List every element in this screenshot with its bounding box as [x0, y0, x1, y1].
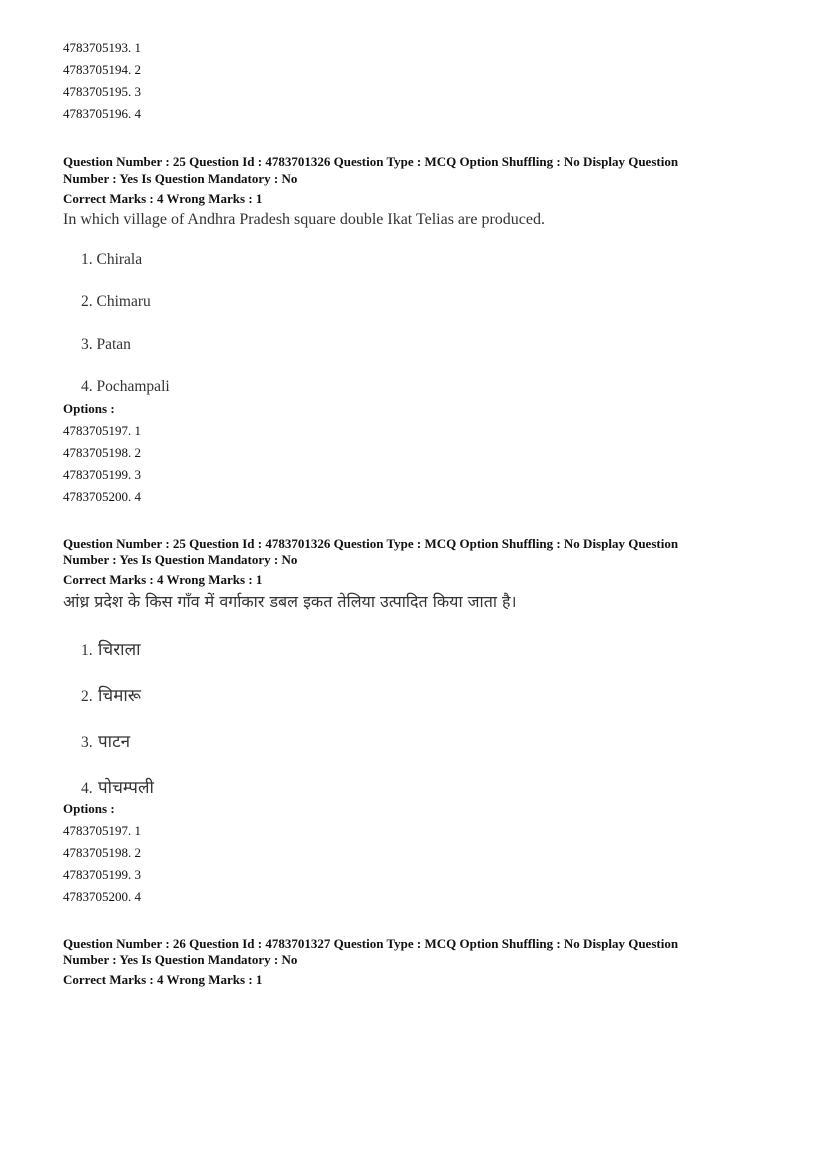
choice-number: 1. [81, 251, 93, 268]
answer-choice [81, 639, 141, 662]
option-line: 4783705198. 2 [63, 845, 141, 860]
question-header: Question Number : 25 Question Id : 4783701326 Question Type : MCQ Option Shuffling : No Display Question [63, 154, 679, 169]
choice-label: Chirala [96, 251, 143, 268]
answer-choice [81, 335, 131, 355]
options-heading: Options : [63, 801, 115, 816]
option-line: 4783705194. 2 [63, 62, 141, 77]
answer-choice [81, 377, 170, 397]
answer-choice [81, 250, 142, 270]
option-line: 4783705193. 1 [63, 40, 141, 55]
answer-choice [81, 685, 141, 708]
question-text: In which village of Andhra Pradesh square double Ikat Telias are produced. [63, 211, 545, 228]
question-header: Question Number : 26 Question Id : 4783701327 Question Type : MCQ Option Shuffling : No Display Question [63, 936, 679, 951]
question-marks: Correct Marks : 4 Wrong Marks : 1 [63, 972, 263, 987]
option-line: 4783705198. 2 [63, 445, 141, 460]
option-line: 4783705200. 4 [63, 889, 141, 904]
option-line: 4783705196. 4 [63, 106, 141, 121]
question-header-cont: Number : Yes Is Question Mandatory : No [63, 552, 298, 567]
question-marks: Correct Marks : 4 Wrong Marks : 1 [63, 191, 263, 206]
choice-number: 3. [81, 734, 93, 751]
choice-number: 2. [81, 688, 93, 705]
question-text: आंध्र प्रदेश के किस गाँव में वर्गाकार डबल इकत तेलिया उत्पादित किया जाता है। [63, 592, 517, 611]
question-header-cont: Number : Yes Is Question Mandatory : No [63, 952, 298, 967]
choice-label: पोचम्पली [98, 778, 154, 798]
answer-choice [81, 731, 130, 754]
choice-number: 4. [81, 780, 93, 797]
question-marks: Correct Marks : 4 Wrong Marks : 1 [63, 572, 263, 587]
answer-choice [81, 777, 154, 800]
choice-label: चिराला [98, 640, 141, 660]
option-line: 4783705200. 4 [63, 489, 141, 504]
option-line: 4783705195. 3 [63, 84, 141, 99]
option-line: 4783705197. 1 [63, 823, 141, 838]
answer-choice [81, 292, 151, 312]
option-line: 4783705197. 1 [63, 423, 141, 438]
choice-number: 2. [81, 293, 93, 310]
option-line: 4783705199. 3 [63, 867, 141, 882]
choice-label: चिमारू [98, 686, 142, 706]
choice-number: 1. [81, 642, 93, 659]
option-line: 4783705199. 3 [63, 467, 141, 482]
choice-label: Pochampali [96, 378, 170, 395]
choice-label: Patan [96, 336, 131, 353]
choice-label: पाटन [98, 732, 131, 752]
choice-number: 3. [81, 336, 93, 353]
question-header-cont: Number : Yes Is Question Mandatory : No [63, 171, 298, 186]
question-header: Question Number : 25 Question Id : 4783701326 Question Type : MCQ Option Shuffling : No Display Question [63, 536, 679, 551]
choice-label: Chimaru [96, 293, 151, 310]
choice-number: 4. [81, 378, 93, 395]
options-heading: Options : [63, 401, 115, 416]
